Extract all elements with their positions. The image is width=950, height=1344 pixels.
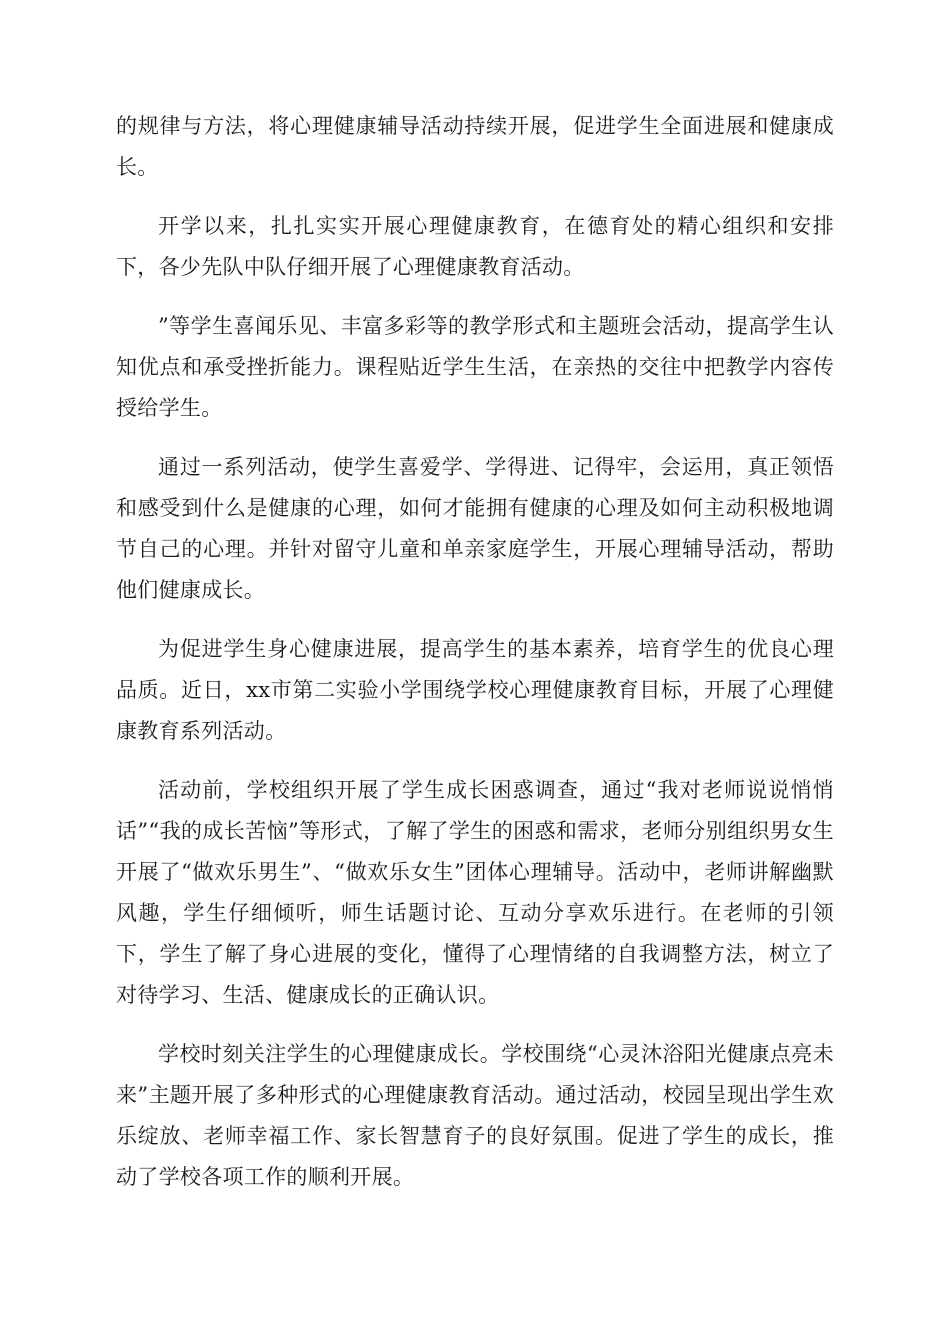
paragraph-2: 开学以来，扎扎实实开展心理健康教育，在德育处的精心组织和安排下，各少先队中队仔细开展了心理健康教育活动。 [116, 214, 834, 279]
paragraph-4: 通过一系列活动，使学生喜爱学、学得进、记得牢，会运用，真正领悟和感受到什么是健康的心理，如何才能拥有健康的心理及如何主动积极地调节自己的心理。并针对留守儿童和单亲家庭学生，开展心理辅导活动，帮助他们健康成长。 [116, 455, 834, 602]
paragraph-3: ”等学生喜闻乐见、丰富多彩等的教学形式和主题班会活动，提高学生认知优点和承受挫折能力。课程贴近学生生活，在亲热的交往中把教学内容传授给学生。 [116, 314, 834, 420]
paragraph-5: 为促进学生身心健康进展，提高学生的基本素养，培育学生的优良心理品质。近日，xx市第二实验小学围绕学校心理健康教育目标，开展了心理健康教育系列活动。 [116, 637, 834, 743]
document-body [116, 106, 834, 1216]
paragraph-6: 活动前，学校组织开展了学生成长困惑调查，通过“我对老师说说悄悄话”“我的成长苦恼”等形式，了解了学生的困惑和需求，老师分别组织男女生开展了“做欢乐男生”、“做欢乐女生”团体心理辅导。活动中，老师讲解幽默风趣，学生仔细倾听，师生话题讨论、互动分享欢乐进行。在老师的引领下，学生了解了身心进展的变化，懂得了心理情绪的自我调整方法，树立了对待学习、生活、健康成长的正确认识。 [116, 778, 834, 1007]
paragraph-7: 学校时刻关注学生的心理健康成长。学校围绕“心灵沐浴阳光健康点亮未来”主题开展了多种形式的心理健康教育活动。通过活动，校园呈现出学生欢乐绽放、老师幸福工作、家长智慧育子的良好氛围。促进了学生的成长，推动了学校各项工作的顺利开展。 [116, 1042, 834, 1189]
paragraph-1: 的规律与方法，将心理健康辅导活动持续开展，促进学生全面进展和健康成长。 [116, 114, 834, 179]
